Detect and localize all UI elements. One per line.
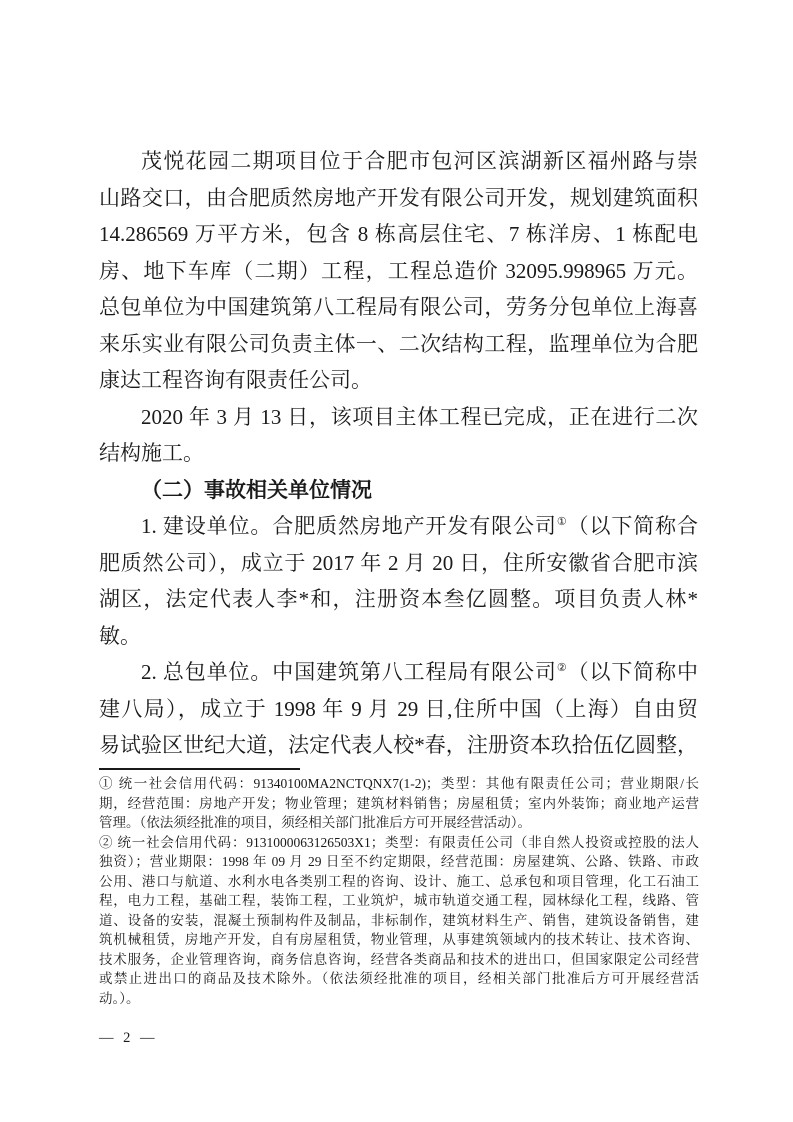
- footnote-line: 动。）。: [99, 990, 140, 1006]
- body-text-segment: 2. 总包单位。中国建筑第八工程局有限公司: [141, 660, 557, 684]
- body-text-line: 湖区，法定代表人李*和，注册资本叁亿圆整。项目负责人林*: [99, 587, 698, 611]
- footnote-ref-1: ①: [556, 516, 568, 528]
- body-text-segment: （以下简称合: [567, 514, 699, 538]
- body-text-segment: （以下简称中: [567, 660, 699, 684]
- footnote-separator: [99, 768, 300, 770]
- section-heading: （二）事故相关单位情况: [141, 477, 372, 502]
- body-text-line: 2020 年 3 月 13 日，该项目主体工程已完成，正在进行二次: [141, 404, 698, 429]
- body-text-line: [99, 654, 698, 691]
- body-text-line: 茂悦花园二期项目位于合肥市包河区滨湖新区福州路与崇: [141, 149, 698, 173]
- body-text-line: 敏。: [99, 623, 141, 648]
- footnote-line: ② 统一社会信用代码：9131000063126503X1；类型：有限责任公司（非自然人投资或控股的法人: [99, 834, 699, 850]
- body-text-line: 山路交口，由合肥质然房地产开发有限公司开发，规划建筑面积: [99, 185, 698, 210]
- body-text-segment: 1. 建设单位。合肥质然房地产开发有限公司: [141, 514, 557, 538]
- body-text-line: 肥质然公司），成立于 2017 年 2 月 20 日，住所安徽省合肥市滨: [99, 550, 698, 575]
- footnote-line: 或禁止进出口的商品及技术除外。（依法须经批准的项目，经相关部门批准后方可开展经营活: [99, 971, 699, 986]
- footnote-line: 公用、港口与航道、水利水电各类别工程的咨询、设计、施工、总承包和项目管理，化工石油工: [99, 873, 699, 889]
- footnote-line: 期，经营范围：房地产开发；物业管理；建筑材料销售；房屋租赁；室内外装饰；商业地产运营: [99, 795, 699, 811]
- footnotes-section: [99, 774, 699, 1008]
- footnote-line: ① 统一社会信用代码：91340100MA2NCTQNX7(1-2)；类型：其他有限责任公司；营业期限/长: [99, 776, 699, 791]
- footnote-line: 管理。（依法须经批准的项目，须经相关部门批准后方可开展经营活动）。: [99, 815, 531, 830]
- body-text-line: 建八局），成立于 1998 年 9 月 29 日,住所中国（上海）自由贸: [99, 696, 698, 721]
- footnote-line: 技术服务，企业管理咨询，商务信息咨询，经营各类商品和技术的进出口，但国家限定公司经营: [99, 951, 699, 967]
- footnote-ref-2: ②: [556, 662, 568, 674]
- footnote-line: 程，电力工程，基础工程，装饰工程，工业筑炉，城市轨道交通工程，园林绿化工程，线路、管: [99, 893, 699, 908]
- body-text-line: [99, 508, 698, 545]
- body-text-line: 康达工程咨询有限责任公司。: [99, 368, 372, 392]
- body-text-line: 来乐实业有限公司负责主体一、二次结构工程，监理单位为合肥: [99, 331, 698, 356]
- document-body: [99, 143, 698, 764]
- body-text-line: 房、地下车库（二期）工程，工程总造价 32095.998965 万元。: [99, 258, 698, 283]
- page-number: — 2 —: [99, 1030, 158, 1046]
- body-text-line: 14.286569 万平方米，包含 8 栋高层住宅、7 栋洋房、1 栋配电: [99, 222, 698, 246]
- body-text-line: 结构施工。: [99, 441, 204, 465]
- footnote-line: 筑机械租赁，房地产开发，自有房屋租赁，物业管理，从事建筑领域内的技术转让、技术咨询、: [99, 932, 699, 947]
- footnote-line: 道、设备的安装，混凝土预制构件及制品，非标制作，建筑材料生产、销售，建筑设备销售，建: [99, 912, 699, 928]
- body-text-line: 易试验区世纪大道，法定代表人校*春，注册资本玖拾伍亿圆整，: [99, 733, 698, 757]
- body-text-line: 总包单位为中国建筑第八工程局有限公司，劳务分包单位上海喜: [99, 295, 698, 319]
- footnote-line: 独资）；营业期限：1998 年 09 月 29 日至不约定期限，经营范围：房屋建筑、公路、铁路、市政: [99, 854, 699, 869]
